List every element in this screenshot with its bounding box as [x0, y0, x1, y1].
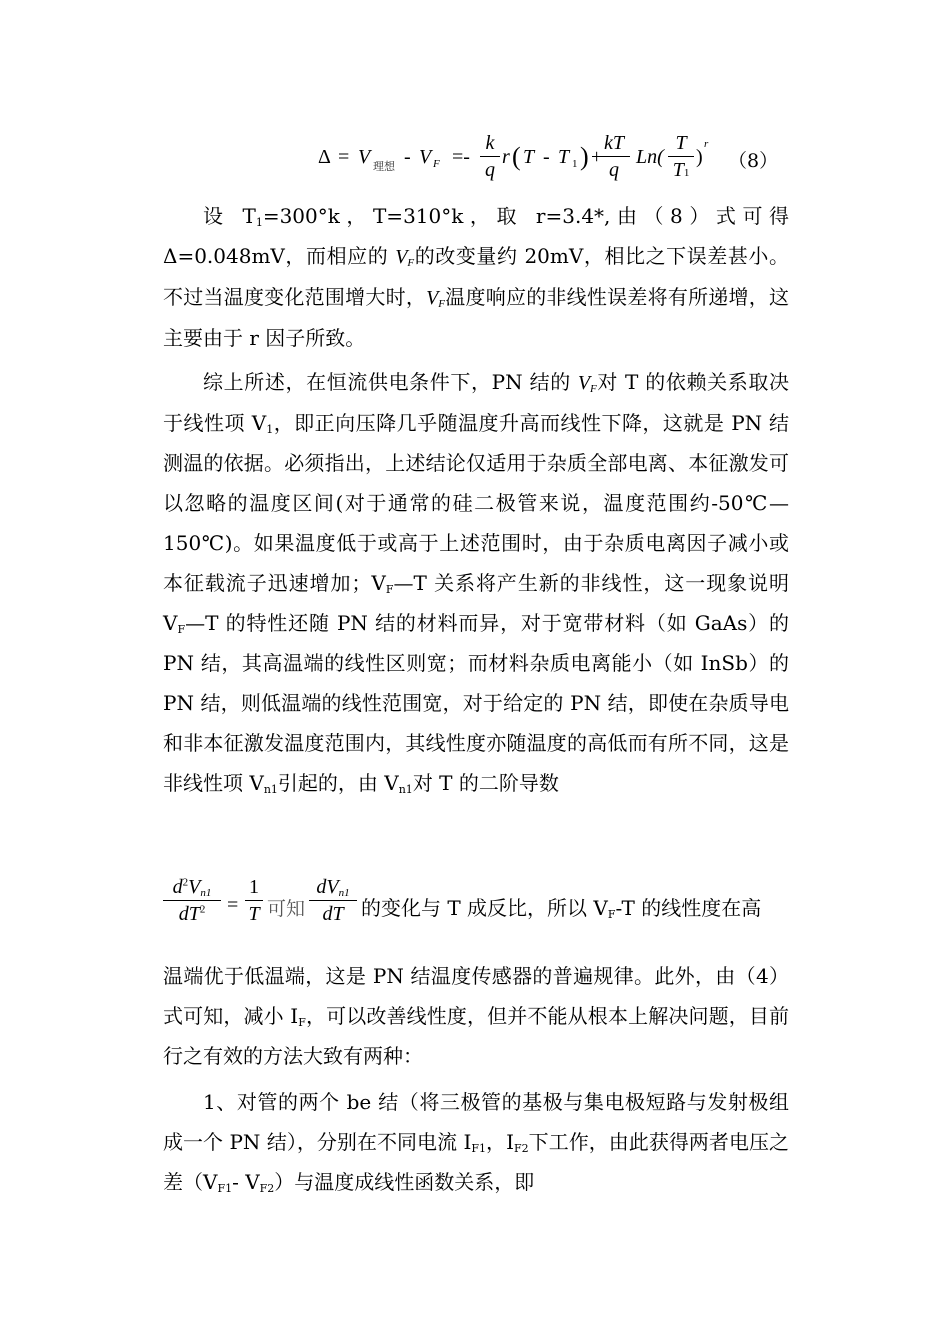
eq2-frac-first-derivative: [309, 876, 357, 927]
eq-v-ideal: V: [358, 146, 371, 168]
eq-lparen: (: [512, 142, 521, 171]
eq-delta: Δ: [318, 146, 331, 168]
eq-equals: =: [338, 146, 350, 168]
paragraph-1: 设 $T_1=300^\circ k$，T=310°k，取 r=3.4*,由（8）式可得Δ=0.048mV，而相应的 $V_F$的改变量约 20mV，相比之下误差甚小。不过当温度变化范围增大时，$V_F$温度响应的非线性误差将有所递增，这主要由于 r 因子所致。: [163, 204, 790, 350]
eq-sub-f: F: [433, 158, 440, 170]
eq-minus: -: [404, 146, 411, 168]
eq-t: T: [523, 146, 535, 168]
eq-r: r: [502, 146, 510, 168]
eq2-one: 1: [245, 876, 263, 901]
eq-t1-den: T1: [672, 159, 690, 181]
eq-frac-t-t1: [668, 132, 694, 186]
eq2-tail: 的变化与 T 成反比，所以 $V_F-T$ 的线性度在高: [361, 896, 762, 921]
eq-exp-r: r: [704, 138, 709, 150]
eq-equals-minus: =-: [452, 146, 470, 168]
eq-frac-kt-q: [598, 132, 630, 183]
eq2-frac-second-derivative: [163, 876, 221, 927]
eq-sub-ideal: 理想: [373, 161, 395, 173]
eq2-equals: =: [227, 894, 239, 916]
eq-frac-k-q: [480, 132, 500, 183]
eq2-denominator: $dT^2$: [178, 903, 206, 925]
eq2-kezhi: 可知: [267, 898, 306, 920]
eq2-dt: dT: [322, 903, 344, 925]
eq-t1: T: [558, 146, 570, 168]
eq2-dv: $dV_{n1}$: [309, 876, 357, 901]
eq-vf: V: [419, 146, 432, 168]
eq-plus: +: [591, 146, 603, 168]
eq2-t: T: [248, 903, 260, 925]
paragraph-4: 1、对管的两个 be 结（将三极管的基极与集电极短路与发射极组成一个 PN 结），分别在不同电流 $I_{F1}$，$I_{F2}$下工作，由此获得两者电压之差（$V_{F1}-$ $V_{F2}$）与温度成线性函数关系，即: [163, 1090, 790, 1195]
eq-close: ): [696, 146, 703, 168]
eq-k: k: [480, 132, 500, 157]
eq2-frac-one-over-t: [245, 876, 263, 927]
eq-minus2: -: [543, 146, 550, 168]
eq-q: q: [485, 159, 495, 181]
equation-8: [318, 128, 788, 188]
equation-label: （8）: [728, 150, 779, 172]
eq-kt: kT: [598, 132, 630, 157]
eq-ln: Ln(: [636, 146, 664, 168]
eq-rparen: ): [580, 142, 589, 171]
derivative-equation: [163, 872, 793, 942]
eq-q2: q: [609, 159, 619, 181]
eq-t-num: T: [668, 132, 694, 157]
paragraph-3: 温端优于低温端，这是 PN 结温度传感器的普遍规律。此外，由（4）式可知，减小 $I_F$，可以改善线性度，但并不能从根本上解决问题，目前行之有效的方法大致有两种：: [163, 964, 789, 1068]
paragraph-2: 综上所述，在恒流供电条件下，PN 结的 $V_F$对 T 的依赖关系取决于线性项 $V_1$，即正向压降几乎随温度升高而线性下降，这就是 PN 结测温的依据。必须指出，上述结论仅适用于杂质全部电离、本征激发可以忽略的温度区间(对于通常的硅二极管来说，温度范围约-50℃—150℃)。如果温度低于或高于上述范围时，由于杂质电离因子减小或本征载流子迅速增加；$V_F—T$ 关系将产生新的非线性，这一现象说明 $V_F—T$ 的特性还随 PN 结的材料而异，对于宽带材料（如 GaAs）的 PN 结，其高温端的线性区则宽；而材料杂质电离能小（如 InSb）的 PN 结，则低温端的线性范围宽，对于给定的 PN 结，即使在杂质导电和非本征激发温度范围内，其线性度亦随温度的高低而有所不同，这是非线性项 $V_{n1}$引起的，由 $V_{n1}$对 T 的二阶导数: [163, 370, 790, 796]
eq2-numerator: $d^2V_{n1}$: [163, 876, 221, 901]
eq-sub-1: 1: [572, 158, 578, 170]
